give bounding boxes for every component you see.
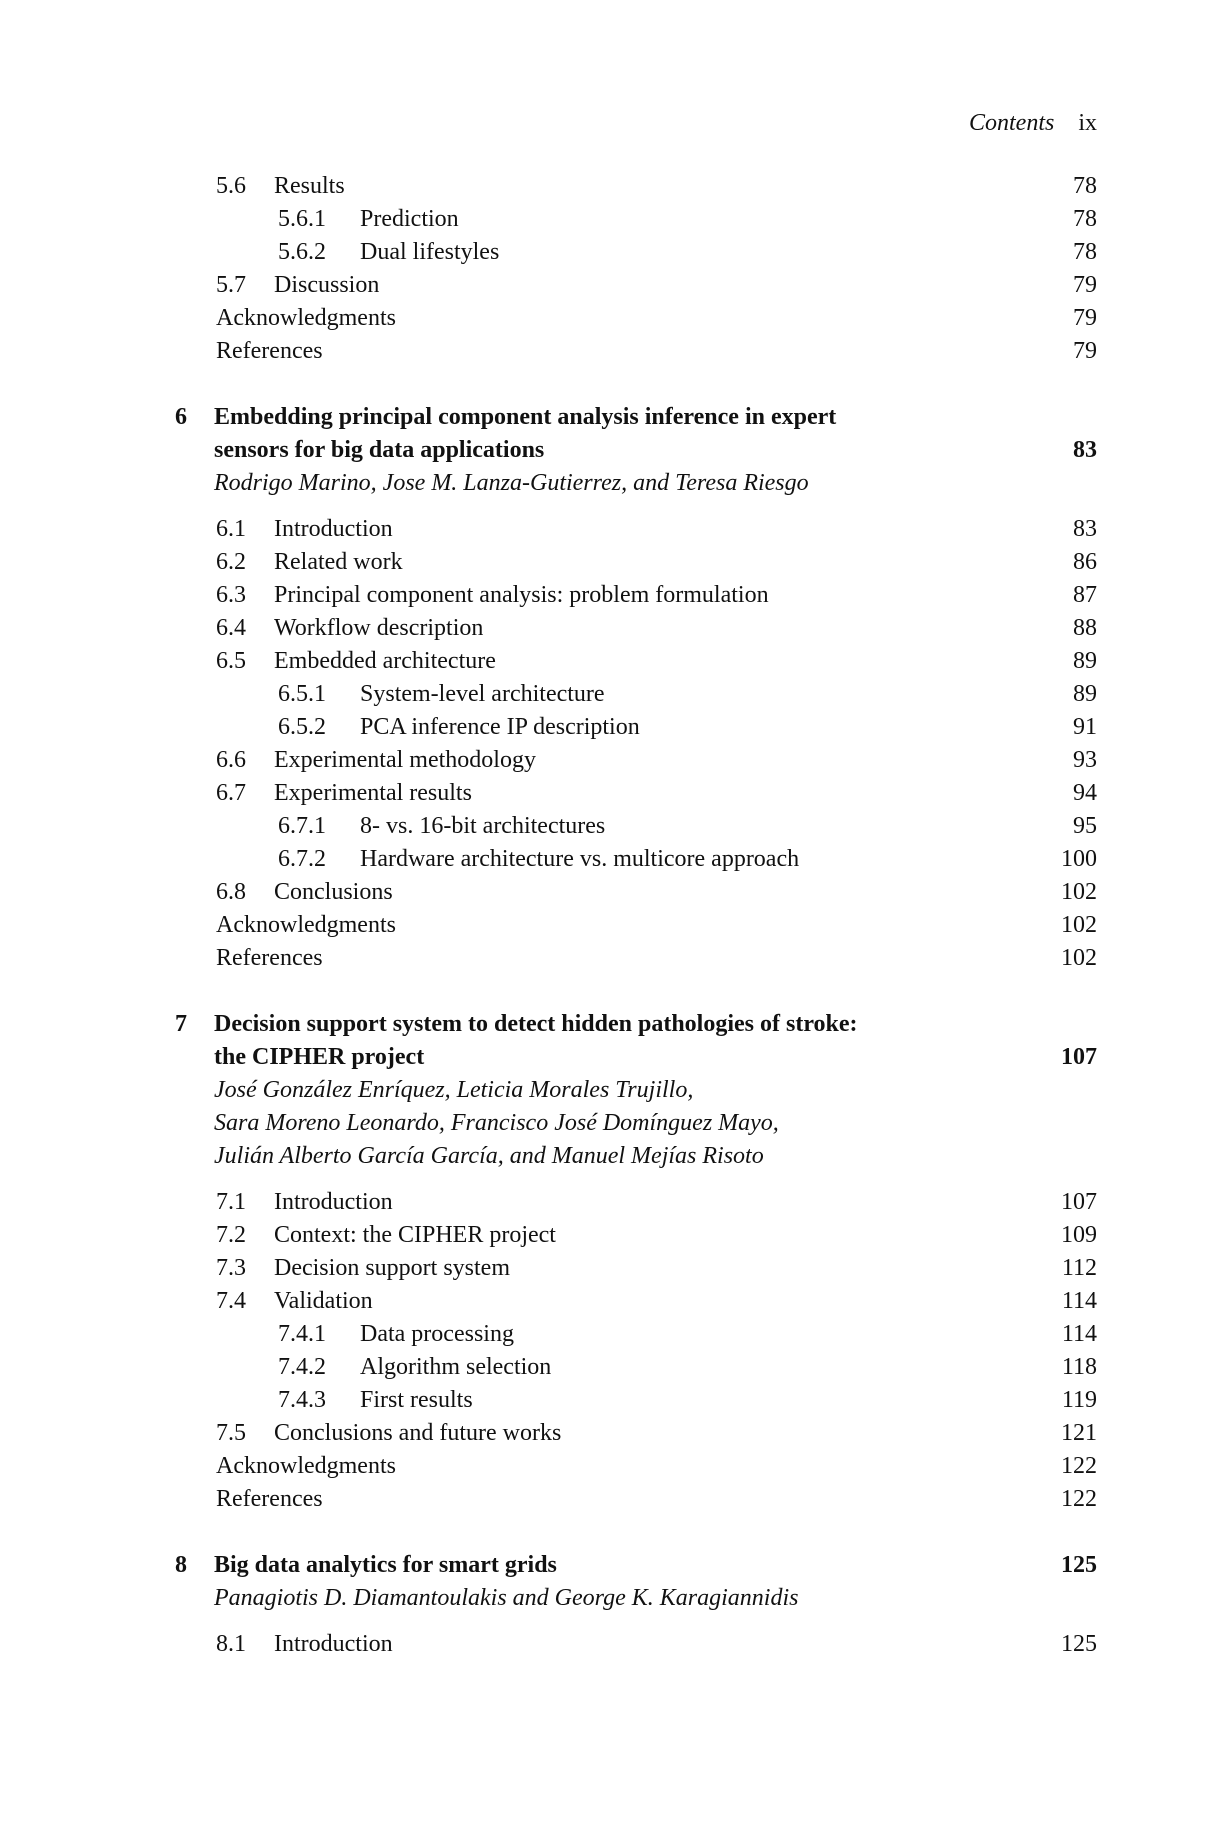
entry-page: 86 [1073,549,1097,575]
entry-title: Prediction [360,206,459,232]
entry-title: References [216,945,323,971]
entry-title: PCA inference IP description [360,714,640,740]
toc-section[interactable] [0,1417,1228,1450]
entry-title: Results [274,173,345,199]
toc-section[interactable] [0,1219,1228,1252]
entry-page: 91 [1073,714,1097,740]
entry-title: Validation [274,1288,373,1314]
entry-number: 6.2 [216,549,246,575]
authors-line: Panagiotis D. Diamantoulakis and George K. Karagiannidis [214,1585,799,1611]
toc-section[interactable] [0,1628,1228,1661]
entry-title: Discussion [274,272,380,298]
entry-number: 5.6.1 [278,206,326,232]
entry-title: System-level architecture [360,681,605,707]
chapter-title-line: Embedding principal component analysis inference in expert [214,404,837,430]
toc-subsection[interactable] [0,1384,1228,1417]
entry-number: 6.7 [216,780,246,806]
entry-number: 7.4.1 [278,1321,326,1347]
entry-title: Embedded architecture [274,648,496,674]
entry-title: Algorithm selection [360,1354,552,1380]
entry-page: 107 [1061,1189,1097,1215]
entry-title: Workflow description [274,615,484,641]
entry-page: 94 [1073,780,1097,806]
chapter-title-line: sensors for big data applications [214,437,545,463]
toc-section[interactable] [0,269,1228,302]
authors-line: José González Enríquez, Leticia Morales Trujillo, [214,1077,694,1103]
chapter-page: 125 [1061,1552,1097,1578]
entry-page: 114 [1061,1288,1097,1314]
entry-title: Context: the CIPHER project [274,1222,556,1248]
chapter-title[interactable] [0,401,1228,434]
entry-page: 78 [1073,206,1097,232]
entry-page: 83 [1073,516,1097,542]
entry-title: References [216,1486,323,1512]
entry-page: 78 [1073,173,1097,199]
entry-number: 7.4.2 [278,1354,326,1380]
entry-title: Data processing [360,1321,514,1347]
chapter-authors [0,1140,1228,1173]
entry-number: 8.1 [216,1631,246,1657]
toc-section[interactable] [0,1186,1228,1219]
running-title: Contents [968,110,1055,136]
toc-subsection[interactable] [0,203,1228,236]
toc-entry-acknowledgments[interactable] [0,1450,1228,1483]
entry-number: 7.3 [216,1255,246,1281]
chapter-number: 8 [175,1552,187,1578]
entry-title: Introduction [274,1631,393,1657]
entry-title: Related work [274,549,403,575]
chapter-authors [0,1582,1228,1615]
authors-line: Rodrigo Marino, Jose M. Lanza-Gutierrez, and Teresa Riesgo [214,470,809,496]
chapter-authors [0,1107,1228,1140]
chapter-title-line: Big data analytics for smart grids [214,1552,557,1578]
entry-title: Principal component analysis: problem formulation [274,582,769,608]
entry-page: 88 [1073,615,1097,641]
entry-number: 6.5.2 [278,714,326,740]
entry-title: References [216,338,323,364]
chapter-title[interactable] [0,1008,1228,1041]
entry-title: Introduction [274,516,393,542]
entry-number: 7.5 [216,1420,246,1446]
chapter-authors [0,1074,1228,1107]
toc-subsection[interactable] [0,678,1228,711]
entry-number: 6.1 [216,516,246,542]
entry-page: 79 [1073,305,1097,331]
entry-title: Conclusions and future works [274,1420,562,1446]
chapter-authors [0,467,1228,500]
toc-section[interactable] [0,1285,1228,1318]
entry-page: 89 [1073,681,1097,707]
toc-subsection[interactable] [0,810,1228,843]
entry-number: 7.4 [216,1288,246,1314]
toc-subsection[interactable] [0,711,1228,744]
chapter-number: 7 [175,1011,187,1037]
authors-line: Sara Moreno Leonardo, Francisco José Domínguez Mayo, [214,1110,779,1136]
toc-section[interactable] [0,645,1228,678]
entry-page: 112 [1061,1255,1097,1281]
entry-number: 5.6 [216,173,246,199]
chapter-title-line: the CIPHER project [214,1044,425,1070]
entry-number: 6.5 [216,648,246,674]
toc-entry-acknowledgments[interactable] [0,302,1228,335]
toc-section[interactable] [0,777,1228,810]
entry-page: 122 [1061,1486,1097,1512]
chapter-title[interactable] [0,1041,1228,1074]
authors-line: Julián Alberto García García, and Manuel Mejías Risoto [214,1143,764,1169]
toc-section[interactable] [0,170,1228,203]
toc-entry-references[interactable] [0,942,1228,975]
toc-entry-references[interactable] [0,1483,1228,1516]
entry-number: 6.6 [216,747,246,773]
toc-section[interactable] [0,612,1228,645]
entry-number: 6.5.1 [278,681,326,707]
entry-page: 119 [1061,1387,1097,1413]
chapter-number: 6 [175,404,187,430]
entry-title: Dual lifestyles [360,239,500,265]
chapter-title[interactable] [0,1549,1228,1582]
entry-page: 93 [1073,747,1097,773]
page-number: ix [1078,110,1097,136]
entry-number: 7.1 [216,1189,246,1215]
entry-page: 79 [1073,338,1097,364]
chapter-page: 107 [1061,1044,1097,1070]
entry-number: 6.3 [216,582,246,608]
entry-page: 118 [1061,1354,1097,1380]
entry-number: 5.7 [216,272,246,298]
toc-section[interactable] [0,1252,1228,1285]
toc-section[interactable] [0,876,1228,909]
entry-title: Conclusions [274,879,393,905]
toc-section[interactable] [0,579,1228,612]
entry-page: 114 [1061,1321,1097,1347]
entry-page: 122 [1061,1453,1097,1479]
entry-number: 6.7.2 [278,846,326,872]
entry-page: 89 [1073,648,1097,674]
entry-title: Acknowledgments [216,912,396,938]
entry-title: Experimental methodology [274,747,536,773]
chapter-title-line: Decision support system to detect hidden pathologies of stroke: [214,1011,858,1037]
entry-page: 102 [1061,945,1097,971]
chapter-page: 83 [1073,437,1097,463]
entry-title: Acknowledgments [216,305,396,331]
running-header [969,108,1097,138]
entry-number: 6.4 [216,615,246,641]
entry-title: Decision support system [274,1255,510,1281]
toc-section[interactable] [0,513,1228,546]
entry-title: Hardware architecture vs. multicore approach [360,846,800,872]
entry-number: 5.6.2 [278,239,326,265]
chapter-title[interactable] [0,434,1228,467]
entry-page: 78 [1073,239,1097,265]
entry-number: 6.8 [216,879,246,905]
entry-page: 121 [1061,1420,1097,1446]
entry-title: Acknowledgments [216,1453,396,1479]
toc-entry-acknowledgments[interactable] [0,909,1228,942]
entry-title: Introduction [274,1189,393,1215]
entry-title: First results [360,1387,473,1413]
entry-page: 79 [1073,272,1097,298]
entry-page: 95 [1073,813,1097,839]
toc-subsection[interactable] [0,1351,1228,1384]
entry-page: 87 [1073,582,1097,608]
entry-page: 100 [1061,846,1097,872]
entry-page: 125 [1061,1631,1097,1657]
entry-page: 102 [1061,912,1097,938]
entry-page: 102 [1061,879,1097,905]
toc-subsection[interactable] [0,843,1228,876]
toc-subsection[interactable] [0,236,1228,269]
toc-section[interactable] [0,744,1228,777]
entry-number: 7.4.3 [278,1387,326,1413]
toc-subsection[interactable] [0,1318,1228,1351]
entry-number: 7.2 [216,1222,246,1248]
toc-section[interactable] [0,546,1228,579]
entry-title: Experimental results [274,780,472,806]
entry-title: 8- vs. 16-bit architectures [360,813,606,839]
entry-page: 109 [1061,1222,1097,1248]
toc-entry-references[interactable] [0,335,1228,368]
entry-number: 6.7.1 [278,813,326,839]
